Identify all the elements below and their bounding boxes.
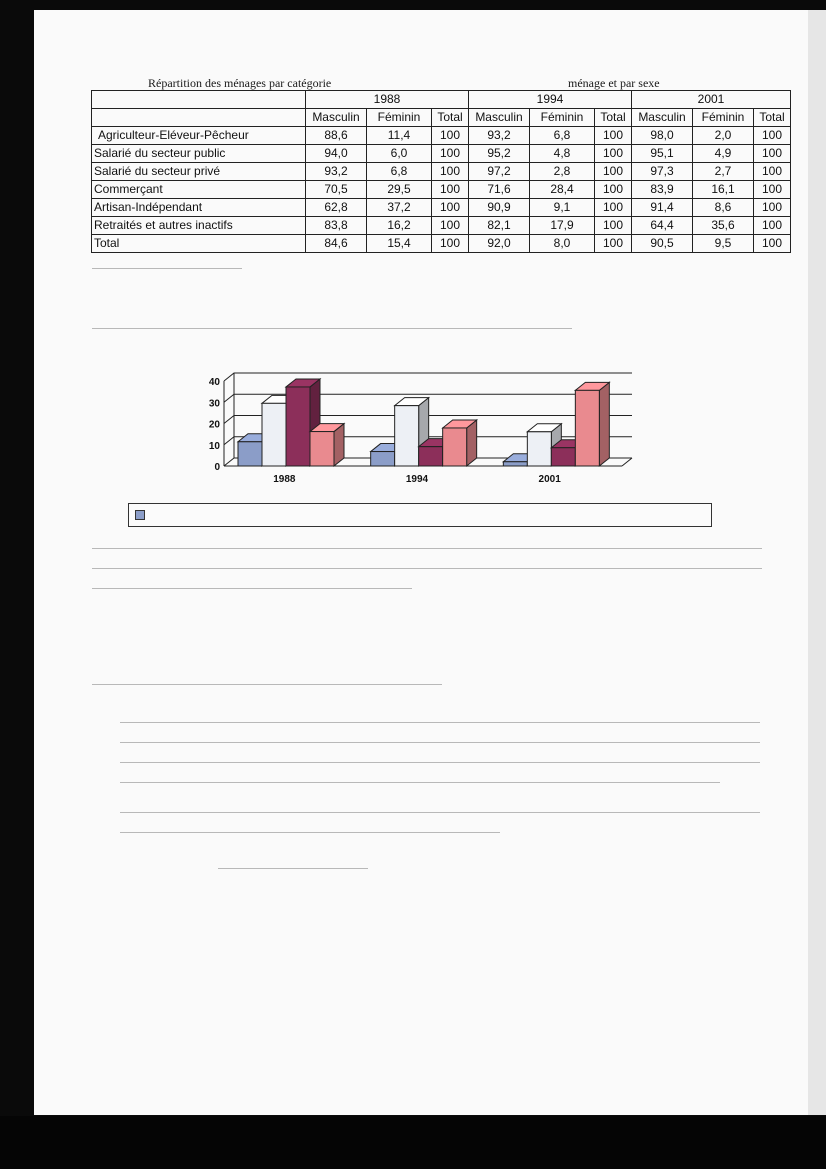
table-cell: 100 bbox=[754, 127, 791, 145]
table-cell: 90,5 bbox=[632, 235, 693, 253]
table-cell: 91,4 bbox=[632, 199, 693, 217]
table-cell: 98,0 bbox=[632, 127, 693, 145]
faded-text-line bbox=[120, 812, 760, 813]
table-cell: 84,6 bbox=[306, 235, 367, 253]
table-column-header: Féminin bbox=[530, 109, 595, 127]
table-cell: 97,2 bbox=[469, 163, 530, 181]
table-year-header: 1994 bbox=[469, 91, 632, 109]
faded-text-line bbox=[92, 568, 762, 569]
bar-series-3-2001 bbox=[551, 448, 575, 466]
table-cell: 92,0 bbox=[469, 235, 530, 253]
table-row bbox=[92, 163, 791, 181]
table-column-header: Masculin bbox=[469, 109, 530, 127]
bar-series-1-1994 bbox=[371, 452, 395, 466]
table-cell: 100 bbox=[595, 163, 632, 181]
y-tick-label: 20 bbox=[208, 419, 220, 431]
table-cell: 100 bbox=[595, 217, 632, 235]
table-column-header: Féminin bbox=[693, 109, 754, 127]
table-row bbox=[92, 217, 791, 235]
table-cell: 100 bbox=[754, 199, 791, 217]
table-cell: 64,4 bbox=[632, 217, 693, 235]
table-cell: 4,8 bbox=[530, 145, 595, 163]
table-cell: 100 bbox=[432, 145, 469, 163]
table-cell: 11,4 bbox=[367, 127, 432, 145]
table-cell: 62,8 bbox=[306, 199, 367, 217]
faded-text-line bbox=[120, 722, 760, 723]
page-edge bbox=[808, 10, 826, 1115]
table-cell: 100 bbox=[754, 145, 791, 163]
table-cell: 9,1 bbox=[530, 199, 595, 217]
table-cell: 83,9 bbox=[632, 181, 693, 199]
table-cell: 29,5 bbox=[367, 181, 432, 199]
table-row-label: Agriculteur-Eléveur-Pêcheur bbox=[92, 127, 306, 145]
table-row-label: Salarié du secteur privé bbox=[92, 163, 306, 181]
bar-series-1-2001 bbox=[503, 462, 527, 466]
y-tick-label: 10 bbox=[208, 440, 220, 452]
table-cell: 95,1 bbox=[632, 145, 693, 163]
table-row bbox=[92, 145, 791, 163]
table-cell: 94,0 bbox=[306, 145, 367, 163]
table-cell: 17,9 bbox=[530, 217, 595, 235]
floor-edge bbox=[622, 458, 632, 466]
faded-text-line bbox=[120, 762, 760, 763]
y-tick-label: 0 bbox=[214, 462, 220, 473]
faded-text-line bbox=[120, 782, 720, 783]
bar-series-3-1988 bbox=[286, 387, 310, 466]
table-cell: 70,5 bbox=[306, 181, 367, 199]
table-year-header: 1988 bbox=[306, 91, 469, 109]
table-cell: 8,6 bbox=[693, 199, 754, 217]
table-cell: 16,1 bbox=[693, 181, 754, 199]
table-cell: 2,0 bbox=[693, 127, 754, 145]
table-column-header: Féminin bbox=[367, 109, 432, 127]
table-column-header: Total bbox=[432, 109, 469, 127]
x-tick-label: 1994 bbox=[405, 474, 429, 485]
table-cell: 97,3 bbox=[632, 163, 693, 181]
table-cell: 93,2 bbox=[469, 127, 530, 145]
table-cell: 100 bbox=[595, 181, 632, 199]
table-cell: 6,0 bbox=[367, 145, 432, 163]
table-row bbox=[92, 127, 791, 145]
table-cell: 2,7 bbox=[693, 163, 754, 181]
table-row-label: Retraités et autres inactifs bbox=[92, 217, 306, 235]
table-corner-cell bbox=[92, 109, 306, 127]
table-cell: 4,9 bbox=[693, 145, 754, 163]
table-cell: 100 bbox=[595, 127, 632, 145]
faded-text-line bbox=[92, 268, 242, 269]
bar-series-4-1988 bbox=[310, 432, 334, 466]
table-cell: 100 bbox=[432, 127, 469, 145]
table-cell: 88,6 bbox=[306, 127, 367, 145]
bar-chart bbox=[196, 370, 646, 494]
table-column-header: Masculin bbox=[306, 109, 367, 127]
chart-legend bbox=[128, 503, 712, 527]
table-cell: 6,8 bbox=[530, 127, 595, 145]
y-tick-label: 40 bbox=[208, 377, 220, 388]
scanner-background bbox=[0, 1116, 826, 1169]
table-row bbox=[92, 199, 791, 217]
table-cell: 90,9 bbox=[469, 199, 530, 217]
household-distribution-table bbox=[91, 90, 791, 253]
bar-series-2-2001 bbox=[527, 432, 551, 466]
table-cell: 16,2 bbox=[367, 217, 432, 235]
table-year-header-row bbox=[92, 91, 791, 109]
table-row-label: Total bbox=[92, 235, 306, 253]
table-row-label: Artisan-Indépendant bbox=[92, 199, 306, 217]
bar-series-2-1994 bbox=[395, 406, 419, 466]
table-cell: 6,8 bbox=[367, 163, 432, 181]
table-column-header: Total bbox=[754, 109, 791, 127]
x-tick-label: 1988 bbox=[273, 474, 296, 485]
table-cell: 83,8 bbox=[306, 217, 367, 235]
x-tick-label: 2001 bbox=[538, 474, 561, 485]
bar-chart-svg bbox=[196, 370, 646, 490]
table-cell: 71,6 bbox=[469, 181, 530, 199]
y-tick-label: 30 bbox=[208, 398, 220, 410]
table-subheader-row bbox=[92, 109, 791, 127]
table-corner-cell bbox=[92, 91, 306, 109]
table-cell: 93,2 bbox=[306, 163, 367, 181]
table-cell: 2,8 bbox=[530, 163, 595, 181]
gridline bbox=[224, 373, 632, 381]
table-cell: 100 bbox=[754, 217, 791, 235]
bar-side-series-4 bbox=[599, 382, 609, 466]
faded-text-line bbox=[92, 588, 412, 589]
bar-series-4-2001 bbox=[575, 390, 599, 466]
faded-text-line bbox=[92, 548, 762, 549]
faded-text-line bbox=[218, 868, 368, 869]
table-column-header: Total bbox=[595, 109, 632, 127]
legend-swatch bbox=[135, 510, 145, 520]
table-row-label: Salarié du secteur public bbox=[92, 145, 306, 163]
table-cell: 100 bbox=[754, 181, 791, 199]
table-cell: 37,2 bbox=[367, 199, 432, 217]
faded-text-line bbox=[92, 684, 442, 685]
faded-text-line bbox=[92, 328, 572, 329]
table-cell: 35,6 bbox=[693, 217, 754, 235]
faded-text-line bbox=[120, 832, 500, 833]
table-cell: 15,4 bbox=[367, 235, 432, 253]
bar-series-4-1994 bbox=[443, 428, 467, 466]
bar-series-3-1994 bbox=[419, 447, 443, 466]
table-cell: 100 bbox=[754, 235, 791, 253]
table-cell: 100 bbox=[595, 145, 632, 163]
faded-text-line bbox=[120, 742, 760, 743]
table-caption-right: ménage et par sexe bbox=[568, 76, 660, 90]
table-cell: 100 bbox=[432, 235, 469, 253]
table-row bbox=[92, 235, 791, 253]
table-cell: 100 bbox=[432, 199, 469, 217]
table-cell: 8,0 bbox=[530, 235, 595, 253]
table-row-label: Commerçant bbox=[92, 181, 306, 199]
table-cell: 95,2 bbox=[469, 145, 530, 163]
bar-series-2-1988 bbox=[262, 403, 286, 466]
table-cell: 28,4 bbox=[530, 181, 595, 199]
table-cell: 100 bbox=[595, 199, 632, 217]
table-year-header: 2001 bbox=[632, 91, 791, 109]
table-cell: 100 bbox=[432, 181, 469, 199]
table-row bbox=[92, 181, 791, 199]
table-cell: 100 bbox=[432, 163, 469, 181]
bar-series-1-1988 bbox=[238, 442, 262, 466]
table-cell: 100 bbox=[432, 217, 469, 235]
table-cell: 82,1 bbox=[469, 217, 530, 235]
table-cell: 9,5 bbox=[693, 235, 754, 253]
table-cell: 100 bbox=[595, 235, 632, 253]
table-caption-left: Répartition des ménages par catégorie bbox=[148, 76, 332, 90]
table-cell: 100 bbox=[754, 163, 791, 181]
table-column-header: Masculin bbox=[632, 109, 693, 127]
